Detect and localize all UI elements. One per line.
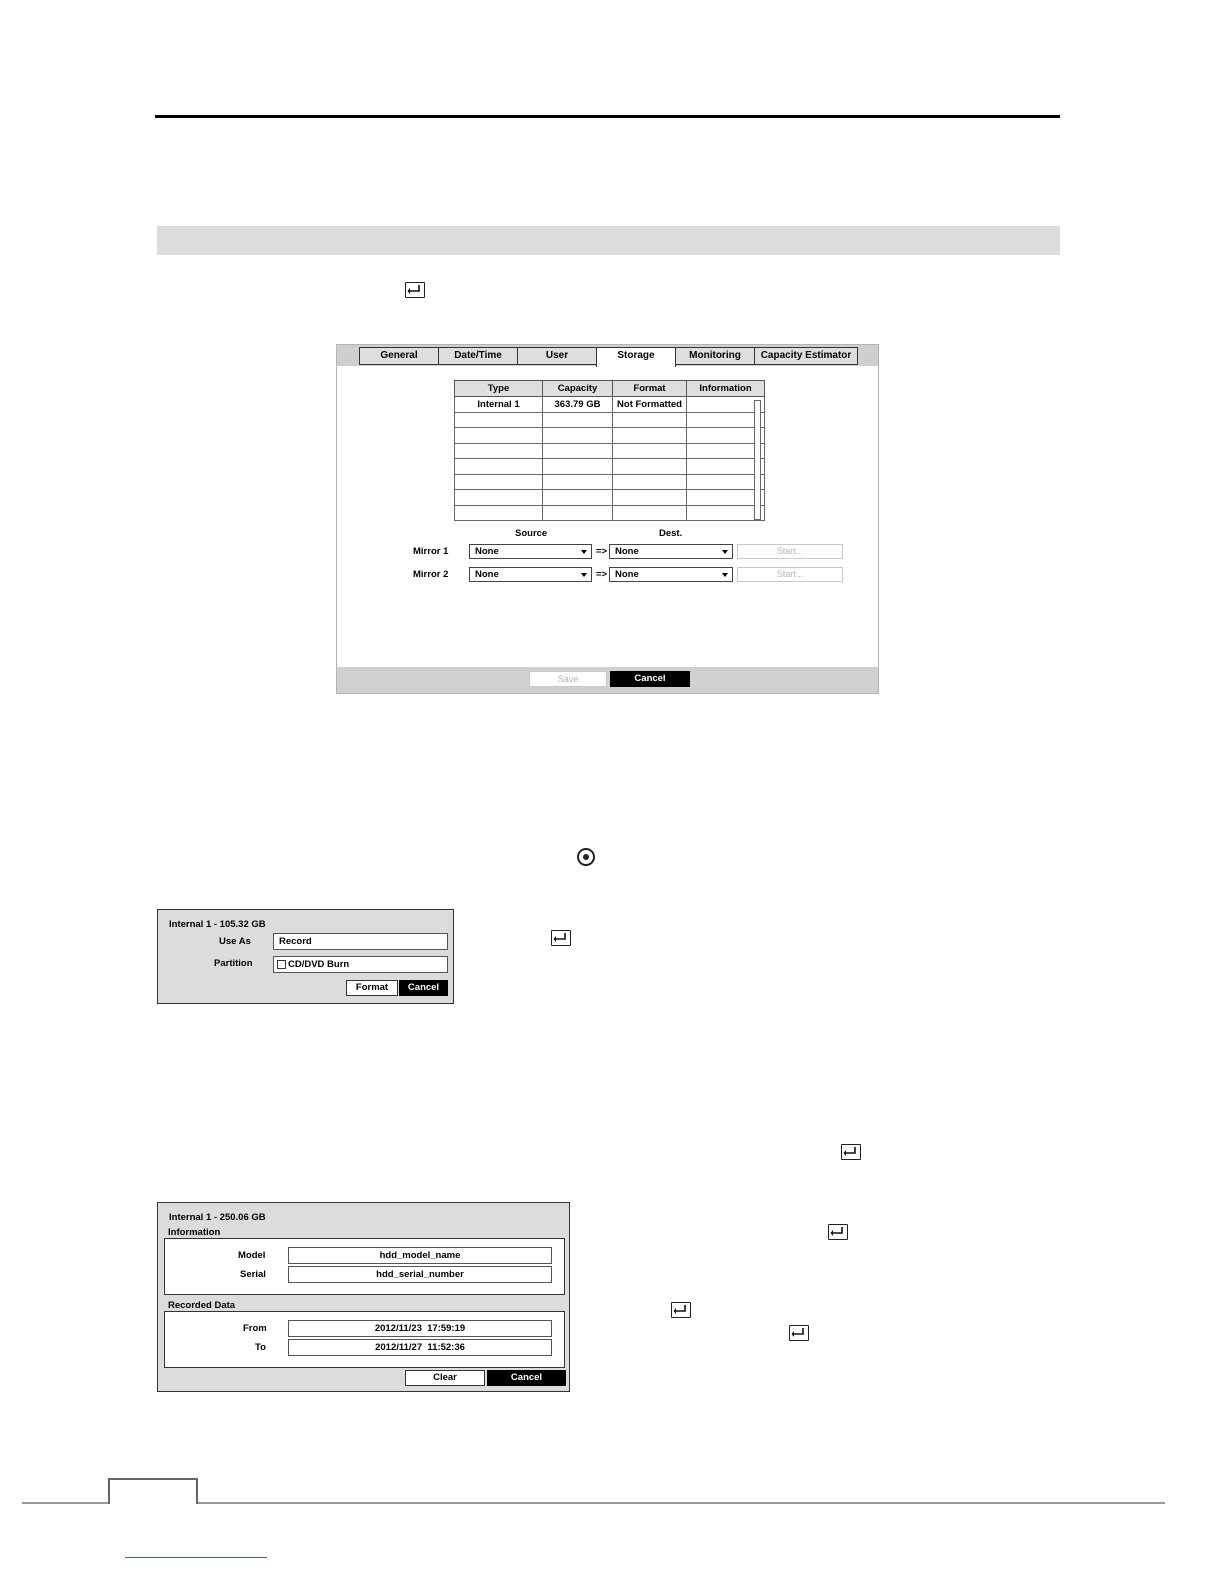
cell-information[interactable]: [687, 428, 765, 444]
partition-field: [273, 956, 448, 973]
serial-field: hdd_serial_number: [288, 1266, 552, 1283]
cell-format[interactable]: [613, 412, 687, 428]
use-as-dropdown[interactable]: [273, 933, 448, 950]
cell-format[interactable]: Not Formatted: [613, 397, 687, 413]
section-heading-band: [157, 226, 1060, 255]
recorded-data-label: Recorded Data: [168, 1300, 236, 1311]
cell-type: [455, 505, 543, 521]
cell-type: Internal 1: [455, 397, 543, 413]
source-label: Source: [515, 528, 548, 539]
cell-type: [455, 443, 543, 459]
cancel-button[interactable]: Cancel: [610, 671, 690, 687]
info-cancel-button[interactable]: Cancel: [487, 1370, 566, 1386]
column-header-capacity: Capacity: [543, 381, 613, 397]
cell-capacity: 363.79 GB: [543, 397, 613, 413]
tab-date-time[interactable]: Date/Time: [438, 347, 518, 365]
table-row[interactable]: [455, 428, 765, 444]
column-header-information: Information: [687, 381, 765, 397]
page-number-tab: [108, 1478, 198, 1504]
enter-icon: [405, 282, 425, 298]
information-group: [164, 1238, 565, 1295]
to-field: 2012/11/27 11:52:36: [288, 1339, 552, 1356]
cell-capacity: [543, 443, 613, 459]
table-row[interactable]: [455, 397, 765, 413]
cell-format[interactable]: [613, 490, 687, 506]
mirror-1-source-value: None: [475, 546, 499, 557]
mirror-2-arrow: =>: [596, 569, 608, 580]
enter-icon: [671, 1302, 691, 1318]
cell-format[interactable]: [613, 459, 687, 475]
format-dialog: [157, 909, 454, 1004]
cell-capacity: [543, 505, 613, 521]
cell-type: [455, 428, 543, 444]
hdd-information-dialog: [157, 1202, 570, 1392]
cell-capacity: [543, 490, 613, 506]
use-as-label: Use As: [219, 936, 251, 947]
info-dialog-title: Internal 1 - 250.06 GB: [169, 1212, 266, 1223]
enter-icon: [828, 1224, 848, 1240]
cell-information[interactable]: [687, 412, 765, 428]
tab-capacity-estimator[interactable]: Capacity Estimator: [754, 347, 858, 365]
table-scrollbar[interactable]: [754, 400, 761, 520]
save-button[interactable]: Save: [529, 671, 607, 687]
mirror-2-source-value: None: [475, 569, 499, 580]
cell-type: [455, 459, 543, 475]
cell-capacity: [543, 428, 613, 444]
cell-information[interactable]: [687, 474, 765, 490]
jog-knob-icon: [577, 848, 595, 866]
mirror-1-dest-dropdown[interactable]: [609, 544, 733, 559]
mirror-1-arrow: =>: [596, 546, 608, 557]
table-row[interactable]: [455, 474, 765, 490]
format-dialog-title: Internal 1 - 105.32 GB: [169, 919, 266, 930]
mirror-2-start-button[interactable]: Start...: [737, 567, 843, 582]
table-row[interactable]: [455, 505, 765, 521]
from-field: 2012/11/23 17:59:19: [288, 1320, 552, 1337]
cell-type: [455, 474, 543, 490]
dropdown-arrow-icon: [722, 550, 728, 554]
mirror-1-label: Mirror 1: [413, 546, 449, 557]
model-field: hdd_model_name: [288, 1247, 552, 1264]
cell-format[interactable]: [613, 428, 687, 444]
cell-format[interactable]: [613, 443, 687, 459]
serial-label: Serial: [240, 1269, 266, 1280]
column-header-format: Format: [613, 381, 687, 397]
dropdown-arrow-icon: [722, 573, 728, 577]
cell-information[interactable]: [687, 490, 765, 506]
column-header-type: Type: [455, 381, 543, 397]
mirror-1-dest-value: None: [615, 546, 639, 557]
dialog-footer: [337, 667, 878, 693]
from-label: From: [243, 1323, 267, 1334]
table-row[interactable]: [455, 443, 765, 459]
cell-capacity: [543, 474, 613, 490]
tab-user[interactable]: User: [517, 347, 597, 365]
model-label: Model: [238, 1250, 266, 1261]
use-as-value: Record: [279, 936, 312, 947]
enter-icon: [789, 1325, 809, 1341]
enter-icon: [551, 930, 571, 946]
header-rule: [155, 115, 1060, 118]
cell-information[interactable]: [687, 443, 765, 459]
format-button[interactable]: Format: [346, 980, 398, 996]
tab-bar: [337, 345, 878, 366]
cell-type: [455, 412, 543, 428]
enter-icon: [841, 1144, 861, 1160]
cell-information[interactable]: [687, 397, 765, 413]
partition-label: Partition: [214, 958, 253, 969]
to-label: To: [255, 1342, 266, 1353]
mirror-1-source-dropdown[interactable]: [469, 544, 592, 559]
cell-type: [455, 490, 543, 506]
cell-format[interactable]: [613, 474, 687, 490]
format-cancel-button[interactable]: Cancel: [399, 980, 448, 996]
cell-information[interactable]: [687, 505, 765, 521]
tab-monitoring[interactable]: Monitoring: [675, 347, 755, 365]
information-group-label: Information: [168, 1227, 221, 1238]
partition-checkbox[interactable]: [277, 960, 286, 969]
table-row[interactable]: [455, 412, 765, 428]
table-row[interactable]: [455, 490, 765, 506]
table-row[interactable]: [455, 459, 765, 475]
cell-format[interactable]: [613, 505, 687, 521]
storage-setup-dialog: [336, 344, 879, 694]
cell-information[interactable]: [687, 459, 765, 475]
tab-general[interactable]: General: [359, 347, 439, 365]
dropdown-arrow-icon: [581, 550, 587, 554]
mirror-1-start-button[interactable]: Start...: [737, 544, 843, 559]
dropdown-arrow-icon: [581, 573, 587, 577]
dest-label: Dest.: [659, 528, 683, 539]
cell-capacity: [543, 412, 613, 428]
mirror-2-label: Mirror 2: [413, 569, 449, 580]
footer-link-underline: [125, 1557, 267, 1558]
cell-capacity: [543, 459, 613, 475]
mirror-2-source-dropdown[interactable]: [469, 567, 592, 582]
partition-option-label: CD/DVD Burn: [288, 959, 350, 970]
recorded-data-group: [164, 1311, 565, 1368]
mirror-2-dest-dropdown[interactable]: [609, 567, 733, 582]
tab-storage[interactable]: Storage: [596, 347, 676, 367]
storage-table: [454, 380, 765, 521]
mirror-2-dest-value: None: [615, 569, 639, 580]
clear-button[interactable]: Clear: [405, 1370, 485, 1386]
